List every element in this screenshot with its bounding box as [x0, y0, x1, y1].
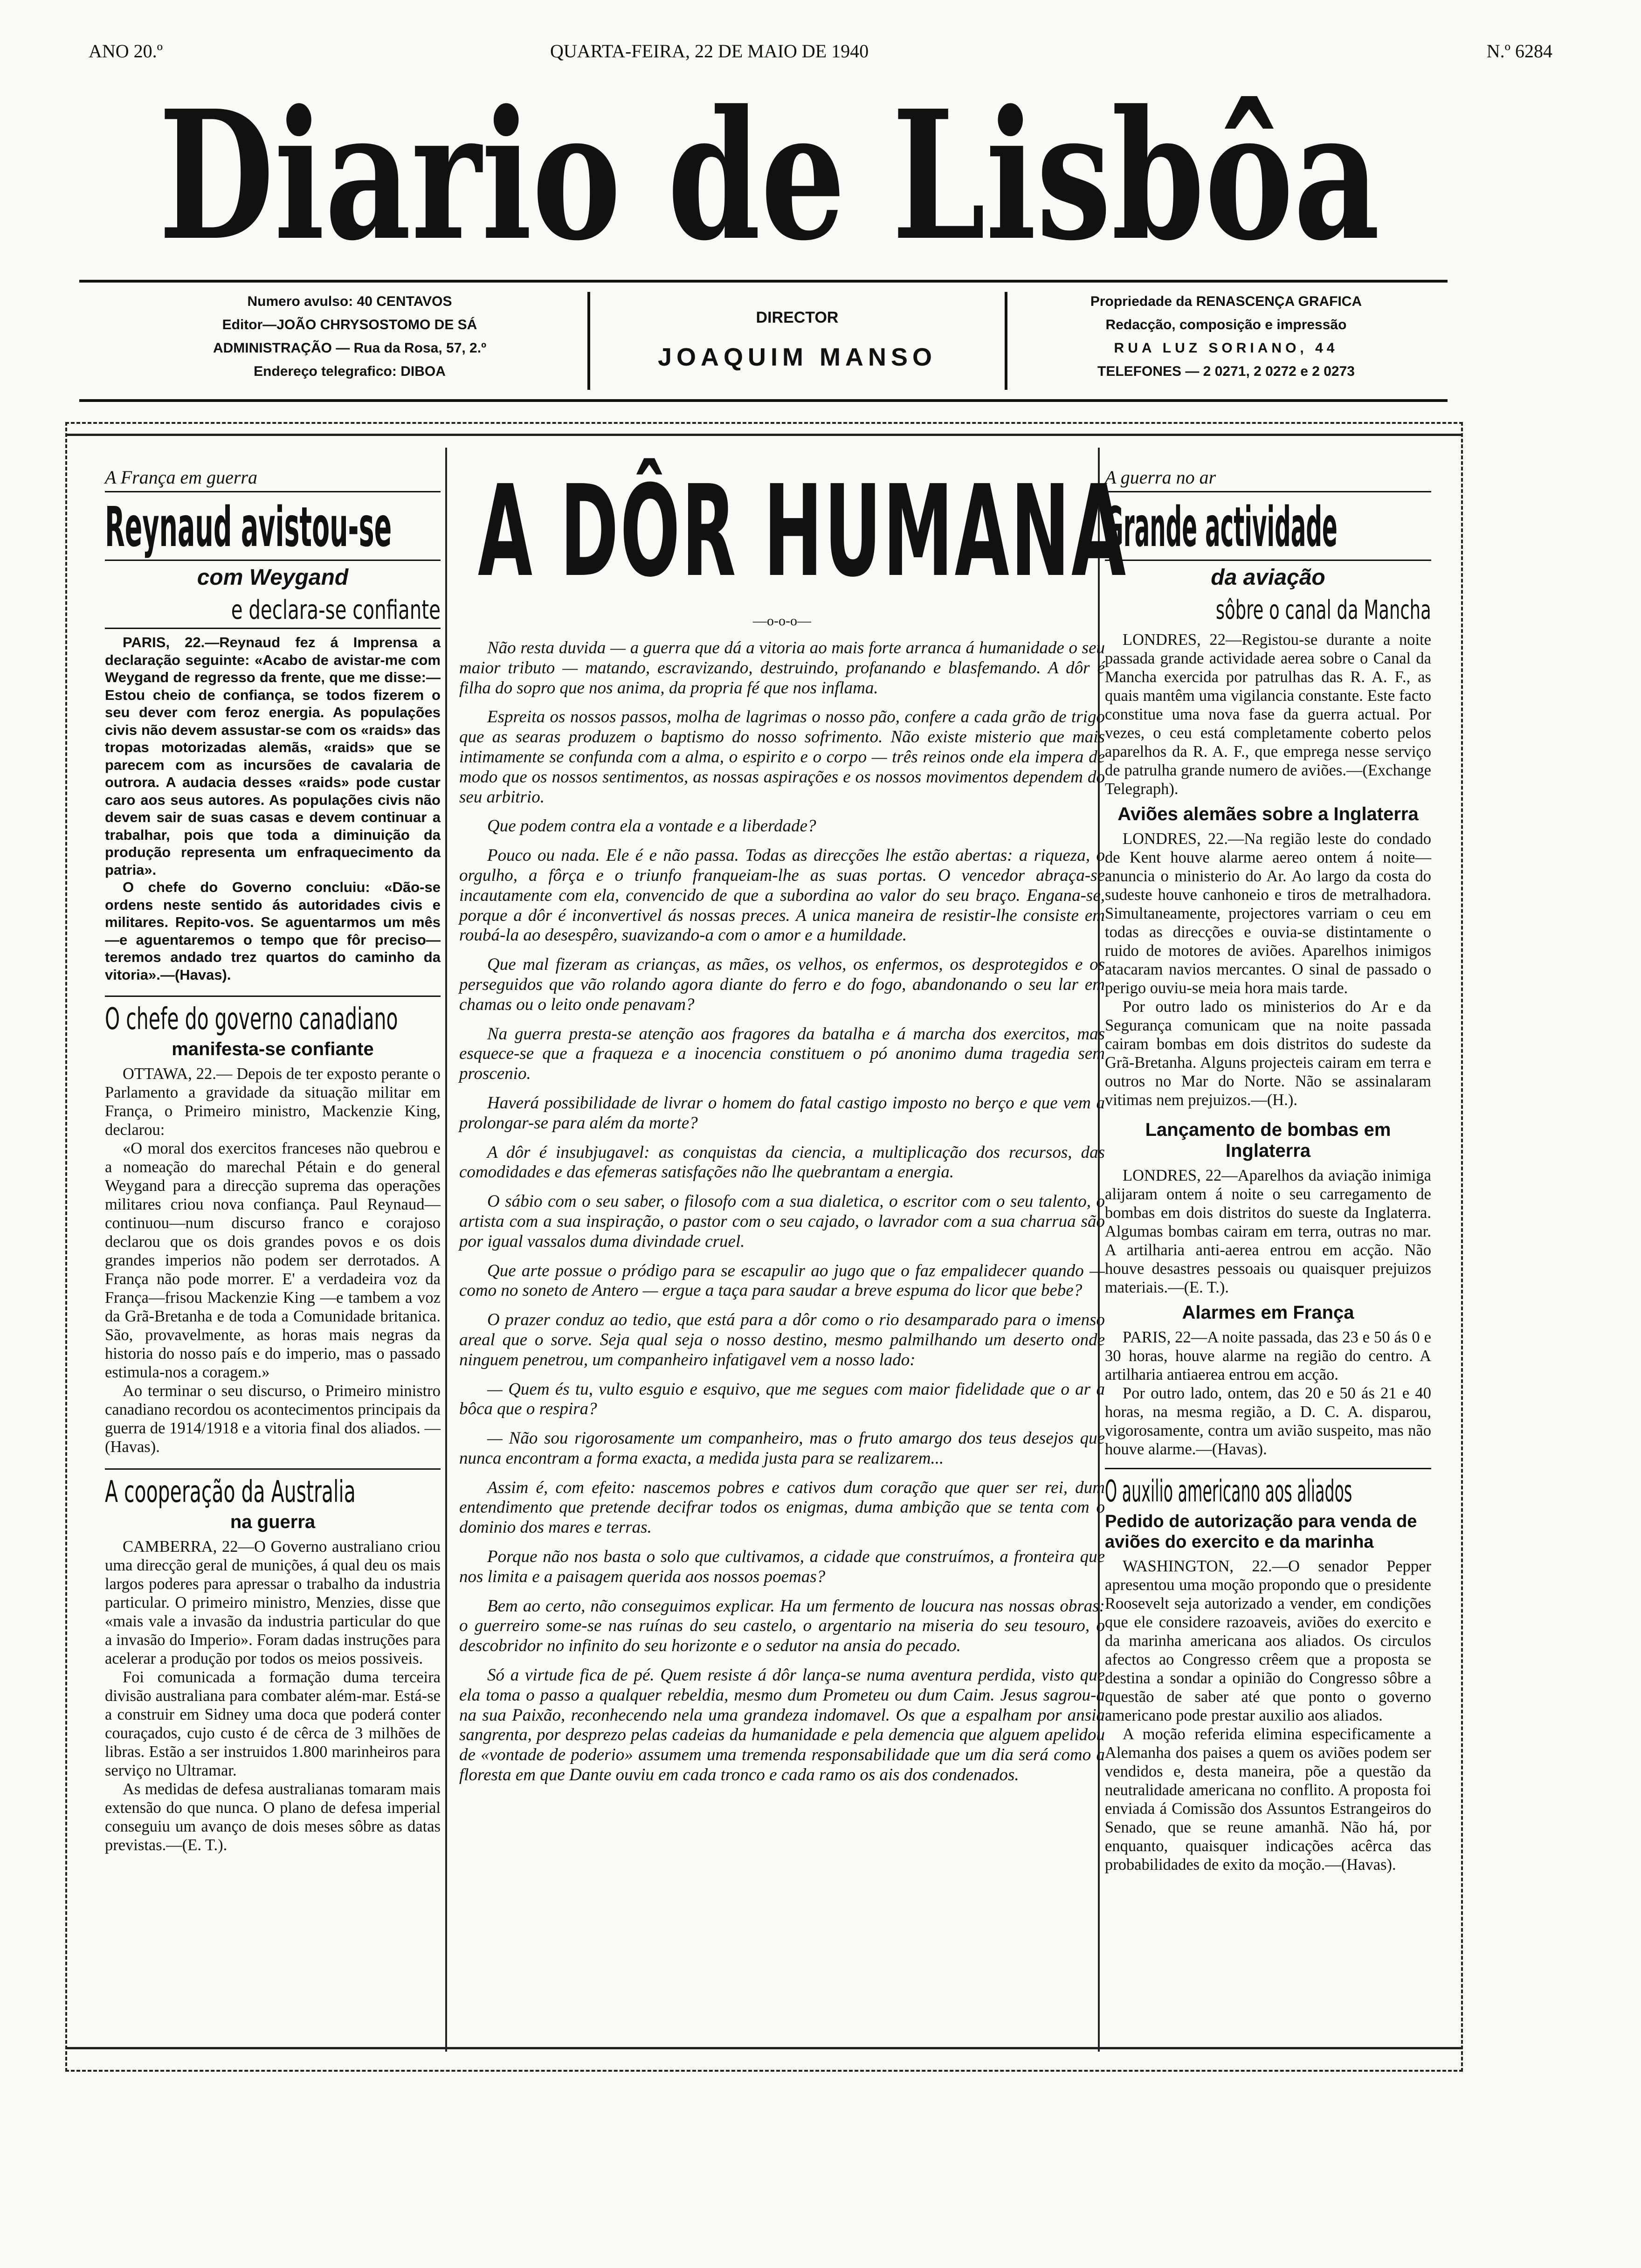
masthead-logo — [149, 71, 1389, 280]
director-name: JOAQUIM MANSO — [657, 343, 937, 371]
article-body: LONDRES, 22—Registou-se durante a noite passada grande actividade aerea sobre o Canal da Mancha exercida por patrulhas das R. A. F., as quais mantêm uma vigilancia constante. Este facto constitue uma nova fase da guerra actual. Por vezes, o ceu está completamente coberto pelos aparelhos da R. A. F., que emprega nesse serviço de patrulha grande numero de aviões.—(Exchange Telegraph). — [1105, 631, 1431, 798]
headline: Reynaud avistou-se — [105, 495, 392, 559]
subheadline: Pedido de autorização para venda de aviões do exercito e da marinha — [1105, 1512, 1417, 1552]
subheadline: com Weygand — [197, 565, 349, 590]
telegraph-line: Endereço telegrafico: DIBOA — [254, 364, 446, 379]
address-line: RUA LUZ SORIANO, 44 — [1114, 340, 1338, 356]
right-column — [1105, 466, 1431, 1874]
telephones-line: TELEFONES — 2 0271, 2 0272 e 2 0273 — [1097, 364, 1355, 379]
dateline — [84, 40, 1557, 68]
subheadline: sôbre o canal da Mancha — [1216, 595, 1431, 625]
subheadline: Lançamento de bombas em Inglaterra — [1145, 1120, 1391, 1161]
headline: Grande actividade — [1105, 495, 1338, 559]
info-bar — [79, 280, 1448, 402]
center-column — [459, 458, 1128, 1795]
info-left — [126, 290, 573, 388]
headline: A cooperação da Australia — [105, 1475, 356, 1509]
administration-line: ADMINISTRAÇÃO — Rua da Rosa, 57, 2.º — [213, 340, 487, 356]
subheadline: Alarmes em França — [1182, 1302, 1354, 1323]
left-column — [105, 466, 441, 1854]
redaction-line: Redacção, composição e impressão — [1105, 317, 1347, 332]
article-body: WASHINGTON, 22.—O senador Pepper apresentou uma moção propondo que o presidente Roosevelt seja autorizado a vender, em condições que ele considere razoaveis, aviões do exercito e da marinha americana aos aliados. Os circulos afectos ao Congresso crêem que a proposta se destina a sondar a opinião do Congresso sôbre a questão de saber até que ponto o governo americano pode prestar auxilio aos aliados. A moção referida elimina especificamente a Alemanha dos paises a quem os aviões podem ser vendidos e, desta maneira, põe a questão da neutralidade americana no conflito. A proposta foi enviada á Comissão dos Assuntos Estrangeiros do Senado, que se reune amanhã. Não há, por enquanto, quaisquer indicações acêrca das probabilidades de exito da moção.—(Havas). — [1105, 1557, 1431, 1874]
main-headline: A DÔR HUMANA — [478, 458, 1128, 605]
info-director — [601, 290, 993, 388]
masthead-title: Diario de Lisbôa — [159, 71, 1380, 280]
article-body: OTTAWA, 22.— Depois de ter exposto perante o Parlamento a gravidade da situação militar em França, o Primeiro ministro, Mackenzie King, declarou: «O moral dos exercitos franceses não quebrou e a nomeação do marechal Pétain e do general Weygand para a direcção suprema das operações militares criou nova confiança. Paul Reynaud—continuou—num discurso franco e corajoso declarou que os dois grandes povos e os dois grandes imperios não podem ser derrotados. A França não pode morrer. E' a verdadeira voz da França—frisou Mackenzie King —e tambem a voz da Grã-Bretanha e de toda a Comunidade britanica. São, provavelmente, as horas mais negras da historia do nosso país e do imperio, mas o passado estimula-nos a coragem.» Ao terminar o seu discurso, o Primeiro ministro canadiano recordou os acontecimentos principais da guerra de 1914/1918 e a vitoria final dos aliados. —(Havas). — [105, 1065, 441, 1456]
issue-number: N.º 6284 — [1486, 41, 1552, 62]
divider — [587, 292, 590, 390]
director-label: DIRECTOR — [756, 309, 839, 326]
headline: O auxilio americano aos aliados — [1105, 1474, 1352, 1509]
headline: O chefe do governo canadiano — [105, 1002, 398, 1037]
article-body: CAMBERRA, 22—O Governo australiano criou uma direcção geral de munições, á qual deu os mais largos poderes para apressar o trabalho da industria particular. O primeiro ministro, Menzies, disse que «mais vale a invasão da industria particular do que a invasão do Imperio». Foram dadas instruções para acelerar a produção por todos os meios possiveis. Foi comunicada a formação duma terceira divisão australiana para combater além-mar. Está-se a construir em Sidney uma doca que poderá conter couraçados, cujo custo é de cêrca de 3 milhões de libras. Estão a ser instruidos 1.800 marinheiros para serviço no Ultramar. As medidas de defesa australianas tomaram mais extensão do que nunca. O plano de defesa imperial conseguiu um avanço de dois meses sôbre as datas previstas.—(E. T.). — [105, 1538, 441, 1854]
editor-line: Editor—JOÃO CHRYSOSTOMO DE SÁ — [222, 317, 477, 332]
date-label: QUARTA-FEIRA, 22 DE MAIO DE 1940 — [550, 41, 869, 62]
subheadline: manifesta-se confiante — [172, 1039, 374, 1059]
article-body: LONDRES, 22.—Na região leste do condado de Kent houve alarme aereo ontem á noite—anuncia o ministerio do Ar. Ao largo da costa do sudeste houve canhoneio e tiros de metralhadora. Simultaneamente, projectores varriam o ceu em todas as direcções e ouvia-se distintamente o ruido de motores de aviões. Aparelhos inimigos atacaram navios mercantes. O sinal de passado o perigo ouviu-se meia hora mais tarde. Por outro lado os ministerios do Ar e da Segurança comunicam que na noite passada cairam bombas em dois distritos do sudeste da Grã-Bretanha. Alguns projecteis cairam em terra e outros no Mar do Norte. Não se assinalaram vitimas nem prejuizos.—(H.). — [1105, 830, 1431, 1109]
subheadline: da aviação — [1211, 565, 1325, 590]
separator-ornament: —o-o-o— — [753, 613, 811, 629]
price-line: Numero avulso: 40 CENTAVOS — [247, 294, 452, 309]
editorial-body: Não resta duvida — a guerra que dá a vitoria ao mais forte arranca á humanidade o seu maior tributo — matando, escravizando, destruindo, profanando e blasfemando. A dôr é filha do sopro que nos anima, da propria fé que nos inflama. Espreita os nossos passos, molha de lagrimas o nosso pão, confere a cada grão de trigo que as searas produzem o baptismo do nosso sofrimento. Não existe misterio que mais intimamente se confunda com a alma, o espirito e o corpo — três reinos onde ela impera de modo que os nossos sentimentos, as nossas aspirações e os nossos movimentos dependem do seu arbitrio. Que podem contra ela a vontade e a liberdade? Pouco ou nada. Ele é e não passa. Todas as direcções lhe estão abertas: a riqueza, o orgulho, a fôrça e o triunfo franqueiam-lhe as suas portas. O vencedor abraça-se incautamente com ela, convencido de que a subordina ao valor do seu braço. Engana-se, porque a dôr é inconvertivel ás nossas preces. A unica maneira de resistir-lhe consiste em roubá-la ao desespêro, suavizando-a com o amor e a humildade. Que mal fizeram as crianças, as mães, os velhos, os enfermos, os desprotegidos e os perseguidos que vão rolando agora diante do ferro e do fogo, abandonando o seu lar em chamas ou o leito onde penavam? Na guerra presta-se atenção aos fragores da batalha e á marcha dos exercitos, mas esquece-se que a fraqueza e a inocencia constituem o pó anonimo duma tragedia sem proscenio. Haverá possibilidade de livrar o homem do fatal castigo imposto no berço e que vem a prolongar-se para além da morte? A dôr é insubjugavel: as conquistas da ciencia, a multiplicação dos recursos, das comodidades e das efemeras satisfações não lhe quebrantam a energia. O sábio com o seu saber, o filosofo com a sua dialetica, o escritor com o seu talento, o artista com a sua inspiração, o pastor com o seu cajado, o lavrador com a sua charrua são por igual vassalos duma divindade cruel. Que arte possue o pródigo para se escapulir ao jugo que o faz empalidecer quando — como no soneto de Antero — ergue a taça para saudar a breve espuma do licor que bebe? O prazer conduz ao tedio, que está para a dôr como o rio desamparado para o imenso areal que o sorve. Seja qual seja o nosso destino, mesmo palmilhando um deserto onde ninguem penetrou, um companheiro infatigavel vem a nosso lado: — Quem és tu, vulto esguio e esquivo, que me segues com maior fidelidade que o ar a bôca que o respira? — Não sou rigorosamente um companheiro, mas o fruto amargo dos teus desejos que nunca encontram a forma exacta, a medida justa para se realizarem... Assim é, com efeito: nascemos pobres e cativos dum coração que quer ser rei, dum entendimento que pretende decifrar todos os enigmas, duma ambição que se tenta com o dominio dos mares e terras. Porque não nos basta o solo que cultivamos, a cidade que construímos, a fronteira que nos limita e a paisagem querida aos nossos poemas? Bem ao certo, não conseguimos explicar. Ha um fermento de loucura nas nossas obras: o guerreiro some-se nas ruínas do seu castelo, o argentario na miseria do seu tesouro, o descobridor no infinito do seu horizonte e o sedutor na ansia do pecado. Só a virtude fica de pé. Quem resiste á dôr lança-se numa aventura perdida, visto que ela toma o passo a qualquer rebeldia, mesmo dum Prometeu ou dum Caim. Jesus sagrou-a na sua Paixão, reconhecendo nela uma grandeza indomavel. Os que a espalham por ansia sangrenta, por desprezo pelas cadeias da humanidade e pela demencia que alguem apelidou de «vontade de poderio» assumem uma tremenda responsabilidade que um dia será como a floresta em que Dante ouviu em cada tronco e cada ramo os ais dos condenados. — [459, 638, 1105, 1785]
divider — [1005, 292, 1007, 390]
article-body: PARIS, 22.—Reynaud fez á Imprensa a declaração seguinte: «Acabo de avistar-me com Weygand de regresso da frente, que me disse:—Estou cheio de confiança, se todos fizerem o seu dever com feroz energia. As populações civis não devem assustar-se com os «raids» das tropas motorizadas alemãs, «raids» que se parecem com as incursões de cavalaria de outrora. A audacia desses «raids» pode custar caro aos seus autores. As populações civis não devem sair de suas casas e devem continuar a trabalhar, pois que toda a diminuição da produção representa um enfraquecimento da patria». O chefe do Governo concluiu: «Dão-se ordens neste sentido ás autoridades civis e militares. Repito-vos. Se aguentarmos um mês—e aguentaremos o tempo que fôr preciso—teremos andado trez quartos do caminho da vitoria».—(Havas). — [105, 634, 441, 983]
info-right — [1016, 290, 1436, 388]
article-body: PARIS, 22—A noite passada, das 23 e 50 ás 0 e 30 horas, houve alarme na região do centro. A artilharia antiaerea entrou em acção. Por outro lado, ontem, das 20 e 50 ás 21 e 40 horas, na mesma região, a D. C. A. disparou, vigorosamente, contra um avião suspeito, mas não houve alarme.—(Havas). — [1105, 1328, 1431, 1458]
section-kicker: A guerra no ar — [1105, 466, 1431, 492]
divider — [65, 434, 1461, 436]
column-divider — [445, 448, 447, 2052]
subheadline: Aviões alemães sobre a Inglaterra — [1117, 804, 1419, 824]
subheadline: na guerra — [230, 1512, 316, 1532]
article-body: LONDRES, 22—Aparelhos da aviação inimiga alijaram ontem á noite o seu carregamento de bombas em dois distritos do sueste da Inglaterra. Algumas bombas cairam em terra, outras no mar. A artilharia anti-aerea entrou em acção. Não houve desastres pessoais ou quaisquer prejuizos materiais.—(E. T.). — [1105, 1167, 1431, 1296]
property-line: Propriedade da RENASCENÇA GRAFICA — [1090, 294, 1362, 309]
subheadline: e declara-se confiante — [231, 595, 441, 625]
year-label: ANO 20.º — [89, 41, 163, 62]
section-kicker: A França em guerra — [105, 466, 441, 492]
divider — [65, 2047, 1461, 2049]
